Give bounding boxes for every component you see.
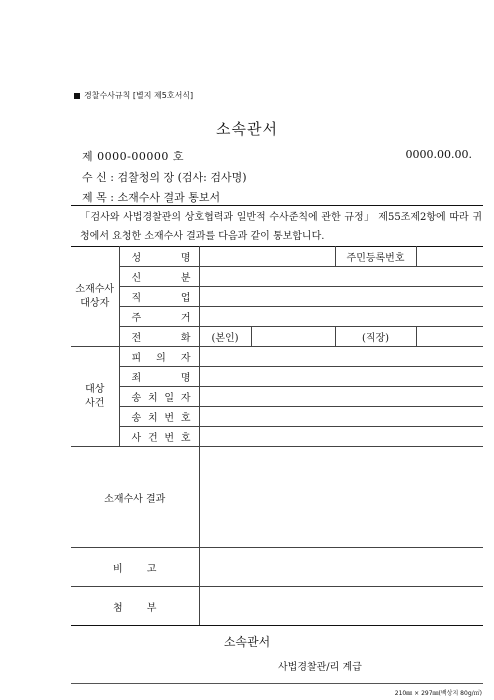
job-value[interactable] bbox=[199, 287, 483, 307]
identity-value[interactable] bbox=[199, 267, 483, 287]
recipient-line: 수 신 : 검찰청의 장 (검사: 검사명) bbox=[82, 171, 247, 184]
result-value[interactable] bbox=[199, 447, 483, 548]
row-name bbox=[71, 247, 483, 267]
resident-number-label: 주민등록번호 bbox=[335, 247, 416, 267]
remarks-value[interactable] bbox=[199, 548, 483, 587]
phone-personal-value[interactable] bbox=[251, 327, 335, 347]
charge-label: 죄 명 bbox=[119, 367, 199, 387]
footer-organization: 소속관서 bbox=[223, 635, 271, 649]
row-sent-number bbox=[71, 407, 483, 427]
remarks-label: 비 고 bbox=[71, 548, 199, 587]
header-divider bbox=[71, 205, 483, 206]
document-number: 제 0000-00000 호 bbox=[82, 150, 184, 163]
case-number-value[interactable] bbox=[199, 427, 483, 447]
attachment-value[interactable] bbox=[199, 587, 483, 626]
phone-work-label: (직장) bbox=[335, 327, 416, 347]
charge-value[interactable] bbox=[199, 367, 483, 387]
resident-number-value[interactable] bbox=[416, 247, 483, 267]
sent-number-label: 송 치 번 호 bbox=[119, 407, 199, 427]
job-label: 직 업 bbox=[119, 287, 199, 307]
page-title: 소속관서 bbox=[216, 120, 278, 138]
bottom-divider bbox=[71, 683, 483, 684]
row-charge bbox=[71, 367, 483, 387]
row-job bbox=[71, 287, 483, 307]
suspect-label: 피 의 자 bbox=[119, 347, 199, 367]
footer-signature: 사법경찰관/리 계급 bbox=[278, 662, 362, 673]
identity-label: 신 분 bbox=[119, 267, 199, 287]
attachment-label: 첨 부 bbox=[71, 587, 199, 626]
square-bullet-icon bbox=[74, 93, 80, 99]
sent-date-value[interactable] bbox=[199, 387, 483, 407]
person-group-label: 소재수사 대상자 bbox=[71, 247, 119, 347]
row-identity bbox=[71, 267, 483, 287]
name-label: 성 명 bbox=[119, 247, 199, 267]
case-number-label: 사 건 번 호 bbox=[119, 427, 199, 447]
document-date: 0000.00.00. bbox=[405, 148, 472, 161]
result-label: 소재수사 결과 bbox=[71, 447, 199, 548]
phone-personal-label: (본인) bbox=[199, 327, 251, 347]
phone-work-value[interactable] bbox=[416, 327, 483, 347]
row-phone bbox=[71, 327, 483, 347]
phone-label: 전 화 bbox=[119, 327, 199, 347]
subject-line: 제 목 : 소재수사 결과 통보서 bbox=[82, 191, 221, 204]
report-form-table bbox=[71, 246, 483, 626]
sent-number-value[interactable] bbox=[199, 407, 483, 427]
suspect-value[interactable] bbox=[199, 347, 483, 367]
intro-paragraph: 「검사와 사법경찰관의 상호협력과 일반적 수사준칙에 관한 규정」 제55조제2항에 따라 귀청에서 요청한 소재수사 결과를 다음과 같이 통보합니다. bbox=[80, 212, 482, 242]
paper-spec-note: 210㎜ × 297㎜(백상지 80g/㎡) bbox=[394, 690, 482, 697]
row-sent-date bbox=[71, 387, 483, 407]
case-group-label: 대상 사건 bbox=[71, 347, 119, 447]
form-reference-text: 경찰수사규칙 [별지 제5호서식] bbox=[84, 91, 194, 100]
row-address bbox=[71, 307, 483, 327]
name-value[interactable] bbox=[199, 247, 335, 267]
row-case-number bbox=[71, 427, 483, 447]
row-remarks bbox=[71, 548, 483, 587]
row-suspect bbox=[71, 347, 483, 367]
address-value[interactable] bbox=[199, 307, 483, 327]
sent-date-label: 송 치 일 자 bbox=[119, 387, 199, 407]
row-result bbox=[71, 447, 483, 548]
form-reference bbox=[74, 90, 193, 101]
address-label: 주 거 bbox=[119, 307, 199, 327]
row-attachment bbox=[71, 587, 483, 626]
